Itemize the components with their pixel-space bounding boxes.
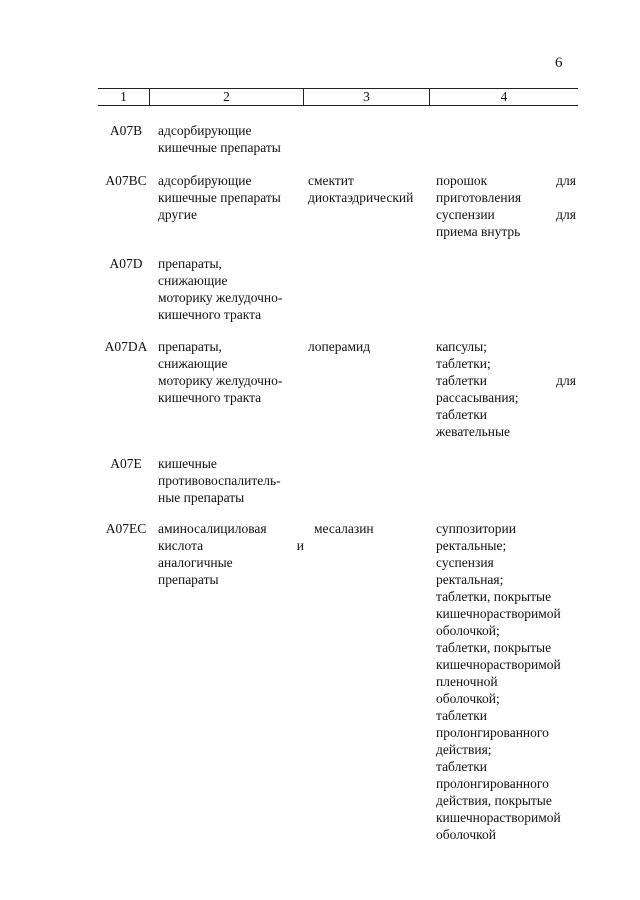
- dosage-forms: капсулы; таблетки; таблетки для рассасывания; таблетки жевательные: [436, 339, 576, 439]
- group-name: аминосалициловая кислота и аналогичные препараты: [158, 521, 304, 587]
- header-col-3: 3: [304, 89, 430, 105]
- page-number: 6: [555, 55, 563, 71]
- atc-code: A07D: [109, 256, 143, 271]
- group-name: кишечные противовоспалитель- ные препараты: [158, 456, 281, 505]
- header-col-1: 1: [98, 89, 150, 105]
- atc-code: A07B: [109, 123, 143, 138]
- atc-code: A07BC: [105, 173, 147, 188]
- group-name: адсорбирующие кишечные препараты другие: [158, 173, 281, 222]
- substance-name: лоперамид: [308, 339, 371, 354]
- table-header: [98, 88, 578, 106]
- header-col-2: 2: [150, 89, 304, 105]
- substance-name: смектит диоктаэдрический: [308, 173, 414, 205]
- group-name: адсорбирующие кишечные препараты: [158, 123, 281, 155]
- group-name: препараты, снижающие моторику желудочно- кишечного тракта: [158, 339, 283, 405]
- dosage-forms: порошок для приготовления суспензии для приема внутрь: [436, 173, 576, 239]
- atc-code: A07E: [110, 456, 142, 471]
- atc-code: A07DA: [104, 339, 148, 354]
- substance-name: месалазин: [314, 521, 374, 536]
- header-col-4: 4: [500, 89, 508, 104]
- dosage-forms: суппозитории ректальные; суспензия ректальная; таблетки, покрытые кишечнорастворимой оболочкой; таблетки, покрытые кишечнорастворимой пленочной оболочкой; таблетки пролонгированного действия; таблетки пролонгированного действия, покрытые кишечнорастворимой оболочкой: [436, 521, 561, 842]
- atc-code: A07EC: [105, 521, 147, 536]
- group-name: препараты, снижающие моторику желудочно- кишечного тракта: [158, 256, 283, 322]
